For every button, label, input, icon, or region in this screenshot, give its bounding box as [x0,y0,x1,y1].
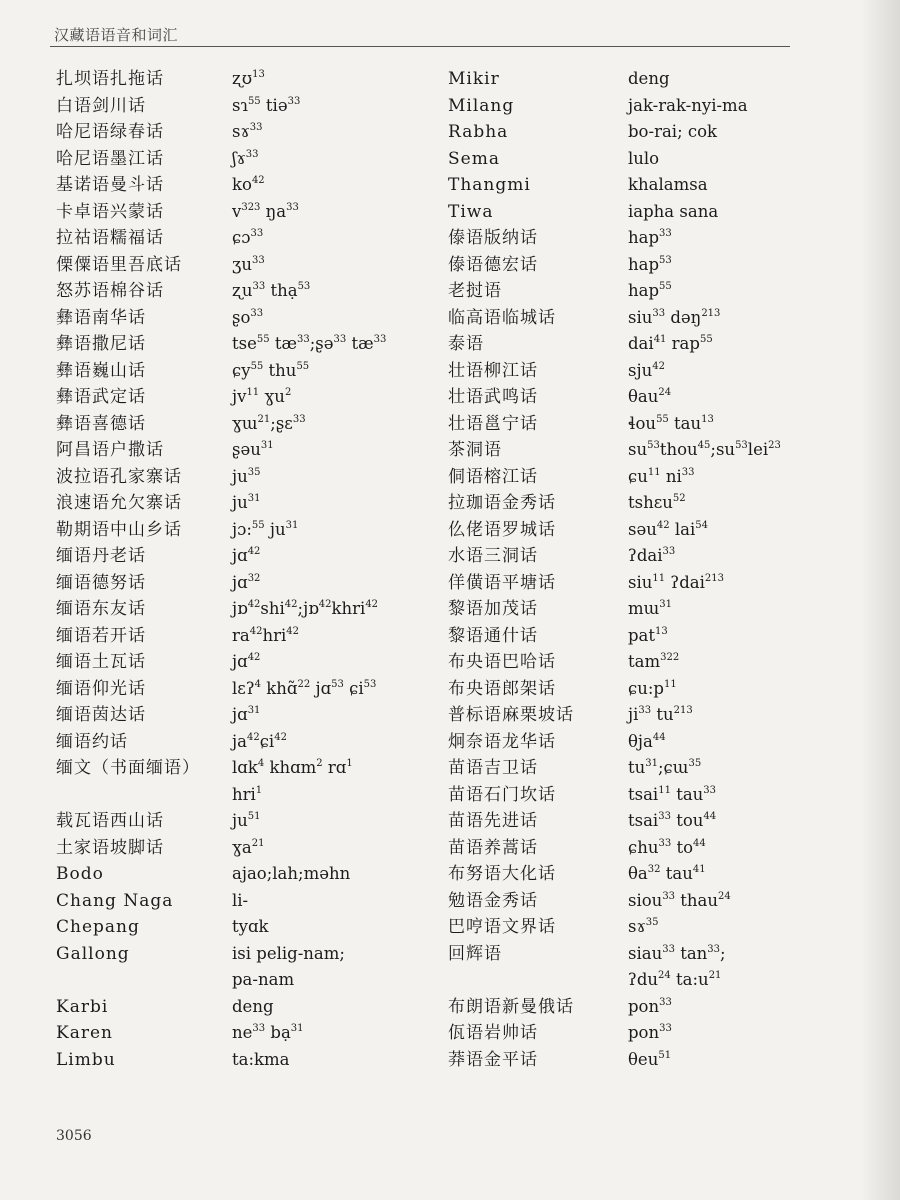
phonetic-form: $tu^{31};ɕɯ^{35}$ [628,758,702,777]
phonetic-form: ɕu$^{11}$ $ni^{33}$ [628,466,695,486]
language-name: 拉珈语金秀话 [448,493,556,513]
language-name: 勒期语中山乡话 [56,519,182,540]
language-name: 苗语养蒿话 [448,837,538,858]
phonetic-form: $ju^{35}$ [232,466,261,486]
phonetic-form: θau$^{24}$ [628,387,672,406]
phonetic-form: mɯ$^{31}$ [628,599,673,618]
phonetic-form: ɕɔ$^{33}$ [232,228,264,247]
phonetic-form: jɑ$^{42}$ [232,652,261,671]
language-name: 缅语若开话 [56,625,146,646]
phonetic-form: ʃɤ$^{33}$ [232,148,259,168]
phonetic-form: lɛʔ$^4$ khɑ̃$^{22}$ jɑ$^{53}$ ɕi$^{53}$ [232,678,377,698]
phonetic-form: ɕy$^{55}$ thu$^{55}$ [232,360,310,380]
binding-shadow [860,0,900,1200]
language-name: 拉祜语糯福话 [56,228,164,248]
phonetic-form: pa-nam [232,970,295,989]
language-name: 彝语南华话 [56,307,146,328]
phonetic-form: θeu$^{51}$ [628,1049,672,1069]
phonetic-form: pat$^{13}$ [628,625,668,645]
right-forms-column [628,66,828,1073]
phonetic-form: siu$^{11}$ ʔdai$^{213}$ [628,572,724,592]
running-header: 汉藏语语音和词汇 [54,26,179,44]
language-name: Chepang [56,917,140,937]
language-name: 傣语德宏话 [448,254,538,275]
language-name: 炯奈语龙华话 [448,731,556,752]
language-name: 缅语东友话 [56,599,146,619]
language-name: 临高语临城话 [448,307,556,328]
phonetic-form: jak-rak-nyi-ma [628,95,748,115]
language-name: Mikir [448,69,500,89]
phonetic-form: pon$^{33}$ [628,996,672,1016]
language-name: 水语三洞话 [448,546,538,566]
language-name: Thangmi [448,175,531,195]
right-words-column [448,66,623,1073]
phonetic-form: deng [232,996,274,1016]
language-name: 佯僙语平塘话 [448,572,556,593]
language-name: 缅语仰光话 [56,678,146,699]
language-name: 缅语茵达话 [56,705,146,725]
language-name: Tiwa [448,201,494,222]
language-name: Milang [448,95,515,116]
phonetic-form: isi pelig-nam; [232,943,345,963]
language-name: 缅语德努话 [56,572,146,593]
language-name: 泰语 [448,334,484,354]
language-name: 仫佬语罗城话 [448,519,556,540]
phonetic-form: ɬou$^{55}$ tau$^{13}$ [628,413,714,433]
phonetic-form: $ju^{51}$ [232,811,261,830]
language-name: 茶洞语 [448,440,502,460]
phonetic-form: tsai$^{11}$ tau$^{33}$ [628,784,717,804]
language-name: 扎坝语扎拖话 [56,69,164,89]
phonetic-form: $su^{53}thou^{45};su^{53}lei^{23}$ [628,440,781,459]
phonetic-form: ʐʊ$^{13}$ [232,69,265,88]
language-name: 布朗语新曼俄话 [448,996,574,1017]
phonetic-form: ʂo$^{33}$ [232,307,264,327]
phonetic-form: ta:kma [232,1049,290,1069]
phonetic-form: $v^{323}$ $ŋa^{33}$ [232,201,299,221]
phonetic-form: hap$^{55}$ [628,281,672,300]
language-name [56,967,226,994]
language-name: 彝语巍山话 [56,360,146,381]
page-number: 3056 [56,1128,92,1144]
language-name: 载瓦语西山话 [56,811,164,831]
language-name: 壮语邕宁话 [448,413,538,434]
phonetic-form: siou$^{33}$ thau$^{24}$ [628,890,731,910]
language-name: 傣语版纳话 [448,228,538,248]
language-name: 基诺语曼斗话 [56,175,164,195]
language-name: Karbi [56,996,109,1017]
phonetic-form: siau$^{33}$ $\tan^{33}$; [628,943,726,963]
language-name: 布央语巴哈话 [448,652,556,672]
phonetic-form: ʐu$^{33}$ thạ$^{53}$ [232,281,311,300]
phonetic-form: dai$^{41}$ rap$^{55}$ [628,334,713,353]
language-name [448,967,623,994]
language-name: 黎语加茂话 [448,599,538,619]
language-name: 缅语约话 [56,731,128,752]
language-name: 佤语岩帅话 [448,1023,538,1043]
language-name: Bodo [56,864,104,884]
language-name: 缅文（书面缅语） [56,758,200,778]
phonetic-form: θja$^{44}$ [628,731,666,751]
language-name: 缅语丹老话 [56,546,146,566]
language-name: Rabha [448,122,509,142]
phonetic-form: lulo [628,148,660,168]
language-name: 布努语大化话 [448,864,556,884]
phonetic-form: jɒ$^{42}$shi$^{42}$;jɒ$^{42}$khri$^{42}$ [232,599,379,618]
phonetic-form: ajao;lah;məhn [232,864,351,883]
phonetic-form: tse$^{55}$ $tæ^{33};ʂə^{33}$ $tæ^{33}$ [232,334,387,353]
phonetic-form: $\theta a^{32}$ tau$^{41}$ [628,864,706,883]
language-name: 波拉语孔家寨话 [56,466,182,487]
language-name: 苗语石门坎话 [448,784,556,805]
language-name: 普标语麻栗坡话 [448,705,574,725]
phonetic-form: sɤ$^{33}$ [232,122,263,141]
phonetic-form: tshɛu$^{52}$ [628,493,686,512]
language-name: 哈尼语绿春话 [56,122,164,142]
language-name: Chang Naga [56,890,174,911]
phonetic-form: hri$^1$ [232,784,263,804]
phonetic-form: sju$^{42}$ [628,360,665,380]
phonetic-form: bo-rai; cok [628,122,718,141]
phonetic-form: ɣa$^{21}$ [232,837,265,857]
phonetic-form: tam$^{322}$ [628,652,680,671]
phonetic-form: $jv^{11}$ ɣu$^2$ [232,387,292,406]
phonetic-form: səu$^{42}$ lai$^{54}$ [628,519,708,539]
language-name: 壮语柳江话 [448,360,538,381]
language-name: 浪速语允欠寨话 [56,493,182,513]
phonetic-form: ʒu$^{33}$ [232,254,265,274]
phonetic-form: deng [628,69,670,88]
language-name: 土家语坡脚话 [56,837,164,858]
phonetic-form: jɑ$^{31}$ [232,705,261,724]
language-name: 勉语金秀话 [448,890,538,911]
phonetic-form: pon$^{33}$ [628,1023,672,1042]
phonetic-form: hap$^{33}$ [628,228,672,247]
language-name: 彝语撒尼话 [56,334,146,354]
phonetic-form: $ja^{42}ɕi^{42}$ [232,731,287,751]
phonetic-form: jɔ:$^{55}$ $ju^{31}$ [232,519,299,539]
language-name: 怒苏语棉谷话 [56,281,164,301]
phonetic-form: lɑk$^4$ khɑm$^2$ rɑ$^1$ [232,758,353,777]
language-name: 傈僳语里吾底话 [56,254,182,275]
language-name: 阿昌语户撒话 [56,440,164,460]
language-name: 黎语通什话 [448,625,538,646]
phonetic-form: iapha sana [628,201,719,221]
phonetic-form: khalamsa [628,175,708,194]
phonetic-form: ɕhu$^{33}$ $to^{44}$ [628,837,706,857]
language-name: 壮语武鸣话 [448,387,538,407]
phonetic-form: $ra^{42}hri^{42}$ [232,625,299,645]
phonetic-form: li- [232,890,249,910]
language-name: 白语剑川话 [56,95,146,116]
phonetic-form: jɑ$^{32}$ [232,572,261,592]
language-name: Sema [448,148,500,169]
phonetic-form: tsai$^{33}$ tou$^{44}$ [628,811,717,830]
phonetic-form: siu$^{33}$ dəŋ$^{213}$ [628,307,721,327]
phonetic-form: tyɑk [232,917,269,936]
phonetic-form: ʔdai$^{33}$ [628,546,676,565]
left-words-column [56,66,226,1073]
header-rule [50,46,790,47]
phonetic-form: jɑ$^{42}$ [232,546,261,565]
language-name [56,782,226,809]
phonetic-form: $ɕu:p^{11}$ [628,678,677,698]
language-name: 卡卓语兴蒙话 [56,201,164,222]
language-name: 彝语喜德话 [56,413,146,434]
phonetic-form: $ne^{33}$ bạ$^{31}$ [232,1023,304,1042]
phonetic-form: hap$^{53}$ [628,254,672,274]
phonetic-form: $ju^{31}$ [232,493,261,512]
language-name: Gallong [56,943,130,964]
language-name: 侗语榕江话 [448,466,538,487]
language-name: 莽语金平话 [448,1049,538,1070]
language-name: 巴哼语文界话 [448,917,556,937]
language-name: 布央语郎架话 [448,678,556,699]
phonetic-form: sɤ$^{35}$ [628,917,659,936]
left-forms-column [232,66,447,1073]
language-name: 苗语先进话 [448,811,538,831]
language-name: 回辉语 [448,943,502,964]
language-name: 彝语武定话 [56,387,146,407]
language-name: Limbu [56,1049,116,1070]
language-name: 哈尼语墨江话 [56,148,164,169]
phonetic-form: $ko^{42}$ [232,175,265,194]
phonetic-form: $ji^{33}$ $tu^{213}$ [628,705,693,724]
phonetic-form: sɿ$^{55}$ tiə$^{33}$ [232,95,301,115]
phonetic-form: ɣɯ$^{21}$;ʂɛ$^{33}$ [232,413,306,433]
phonetic-form: ʔdu$^{24}$ $ta:u^{21}$ [628,970,722,989]
language-name: Karen [56,1023,113,1043]
language-name: 老挝语 [448,281,502,301]
phonetic-form: ʂəu$^{31}$ [232,440,274,459]
language-name: 苗语吉卫话 [448,758,538,778]
language-name: 缅语土瓦话 [56,652,146,672]
